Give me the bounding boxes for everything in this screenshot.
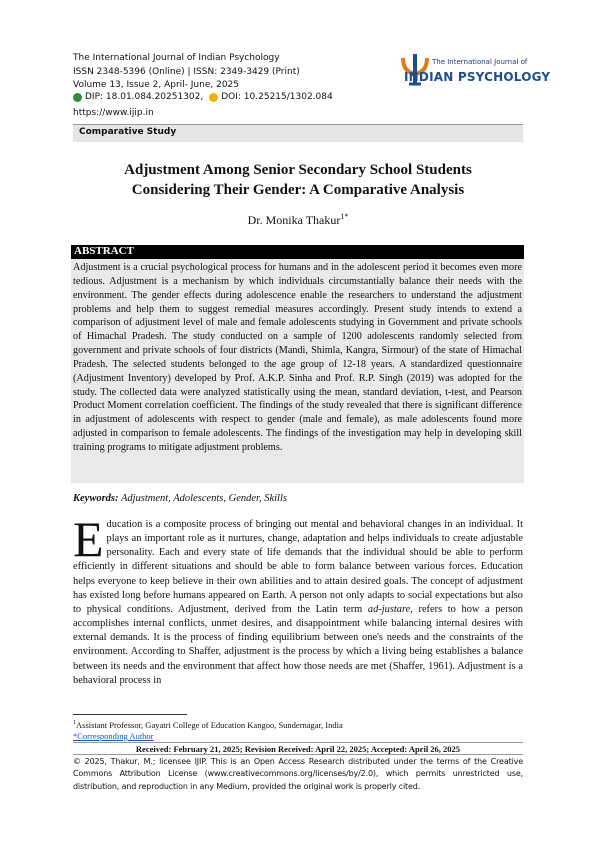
submission-dates: Received: February 21, 2025; Revision Received: April 22, 2025; Accepted: April 26, 2025	[73, 742, 523, 754]
corresponding-author-link[interactable]: *Corresponding Author	[73, 731, 154, 741]
volume-line: Volume 13, Issue 2, April- June, 2025	[73, 80, 239, 90]
author-superscript: 1*	[340, 212, 349, 221]
title-line-2: Considering Their Gender: A Comparative Analysis	[131, 182, 465, 198]
affiliation-text: Assistant Professor, Gayatri College of Education Kangoo, Sundernagar, India	[76, 720, 343, 730]
dip-text: DIP: 18.01.084.20251302,	[85, 92, 204, 102]
journal-name: The International Journal of Indian Psychology	[73, 53, 280, 63]
abstract-heading: ABSTRACT	[74, 245, 134, 257]
footnote-affiliation	[73, 720, 343, 730]
issn-line: ISSN 2348-5396 (Online) | ISSN: 2349-3429 (Print)	[73, 67, 300, 77]
body-part-1: ducation is a composite process of bringing out mental and behavioral changes in an individual. It plays an important role as it nurtures, change, adaptation and helps individuals to create adjustable personality. Each and every state of life demands that the individual should be able to perform efficiently in different situations and should be able to form balance between various forces. Education helps everyone to keep believe in their own abilities and to attain desired goals. The concept of adjustment has existed long before humans appeared on Earth. A person not only adapts to social expectations but also to physical conditions. Adjustment, derived from the Latin term	[73, 519, 523, 615]
footnote-rule	[73, 714, 187, 715]
title-line-1: Adjustment Among Senior Secondary School Students	[124, 162, 472, 178]
journal-url[interactable]: https://www.ijip.in	[73, 108, 154, 118]
doi-badge-icon	[209, 93, 218, 102]
logo-subtitle: The International Journal of	[432, 58, 528, 66]
author-name: Dr. Monika Thakur	[247, 213, 341, 227]
latin-term: ad-justare	[367, 603, 411, 615]
logo-title: INDIAN PSYCHOLOGY	[404, 70, 551, 84]
keywords-list: Adjustment, Adolescents, Gender, Skills	[120, 493, 287, 504]
doi-text[interactable]: DOI: 10.25215/1302.084	[221, 92, 333, 102]
footnote-marker: 1	[73, 720, 76, 727]
study-type-tab	[73, 124, 523, 142]
abstract-heading-bar	[71, 245, 524, 259]
keywords-label: Keywords:	[73, 493, 119, 504]
body-part-2: , refers to how a person accomplishes internal conflicts, unmet desires, and disappointment while balancing internal desires with external demands. It is the process of finding equilibrium between one's needs and the constraints of the environment. According to Shaffer, adjustment is the process by which a living being establishes a balance between its needs and the environment that affect how those needs are met (Shaffer, 1961). Adjustment is a behavioral process in	[73, 603, 523, 686]
license-text: © 2025, Thakur, M.; licensee IJIP. This is an Open Access Research distributed under the terms of the Creative Commons Attribution License (www.creativecommons.org/licenses/by/2.0), which permits unrestricted use, distribution, and reproduction in any Medium, provided the original work is properly cited.	[73, 754, 523, 793]
author-line	[73, 212, 523, 228]
abstract-text: Adjustment is a crucial psychological process for humans and in the adolescent period it becomes even more tedious. Adjustment is a mechanism by which individuals circumstantially balance their needs with the environment. The gender effects during adolescence enable the researchers to understand the adjustment problems and help them to suggest remedial measures accordingly. Present study intends to extend a comparison of adjustment level of male and female adolescents studying in Government and private schools of Himachal Pradesh. The study conducted on a sample of 1200 adolescents randomly selected from government and private schools of four districts (Mandi, Shimla, Kangra, Sirmour) of the state of Himachal Pradesh. The selected students belonged to the age group of 12-18 years. A standardized questionnaire (Adjustment Inventory) developed by Prof. A.K.P. Sinha and Prof. R.P. Singh (2019) was adopted for the study. The collected data were analyzed statistically using the mean, standard deviation, t-test, and Pearson Product Moment correlation coefficient. The findings of the study revealed that there is significant difference in adjustment of adolescents with respect to gender (male and female), as male adolescents found more adjusted in comparison to female adolescents. The findings of the investigation may help in developing skill training programs to mitigate adjustment problems.	[73, 262, 522, 453]
doi-row	[73, 92, 333, 102]
drop-cap: E	[73, 511, 104, 567]
study-type-label: Comparative Study	[79, 127, 177, 137]
keywords-line	[73, 493, 287, 504]
intro-paragraph	[73, 511, 523, 688]
paper-title	[73, 160, 523, 200]
dip-badge-icon	[73, 93, 82, 102]
